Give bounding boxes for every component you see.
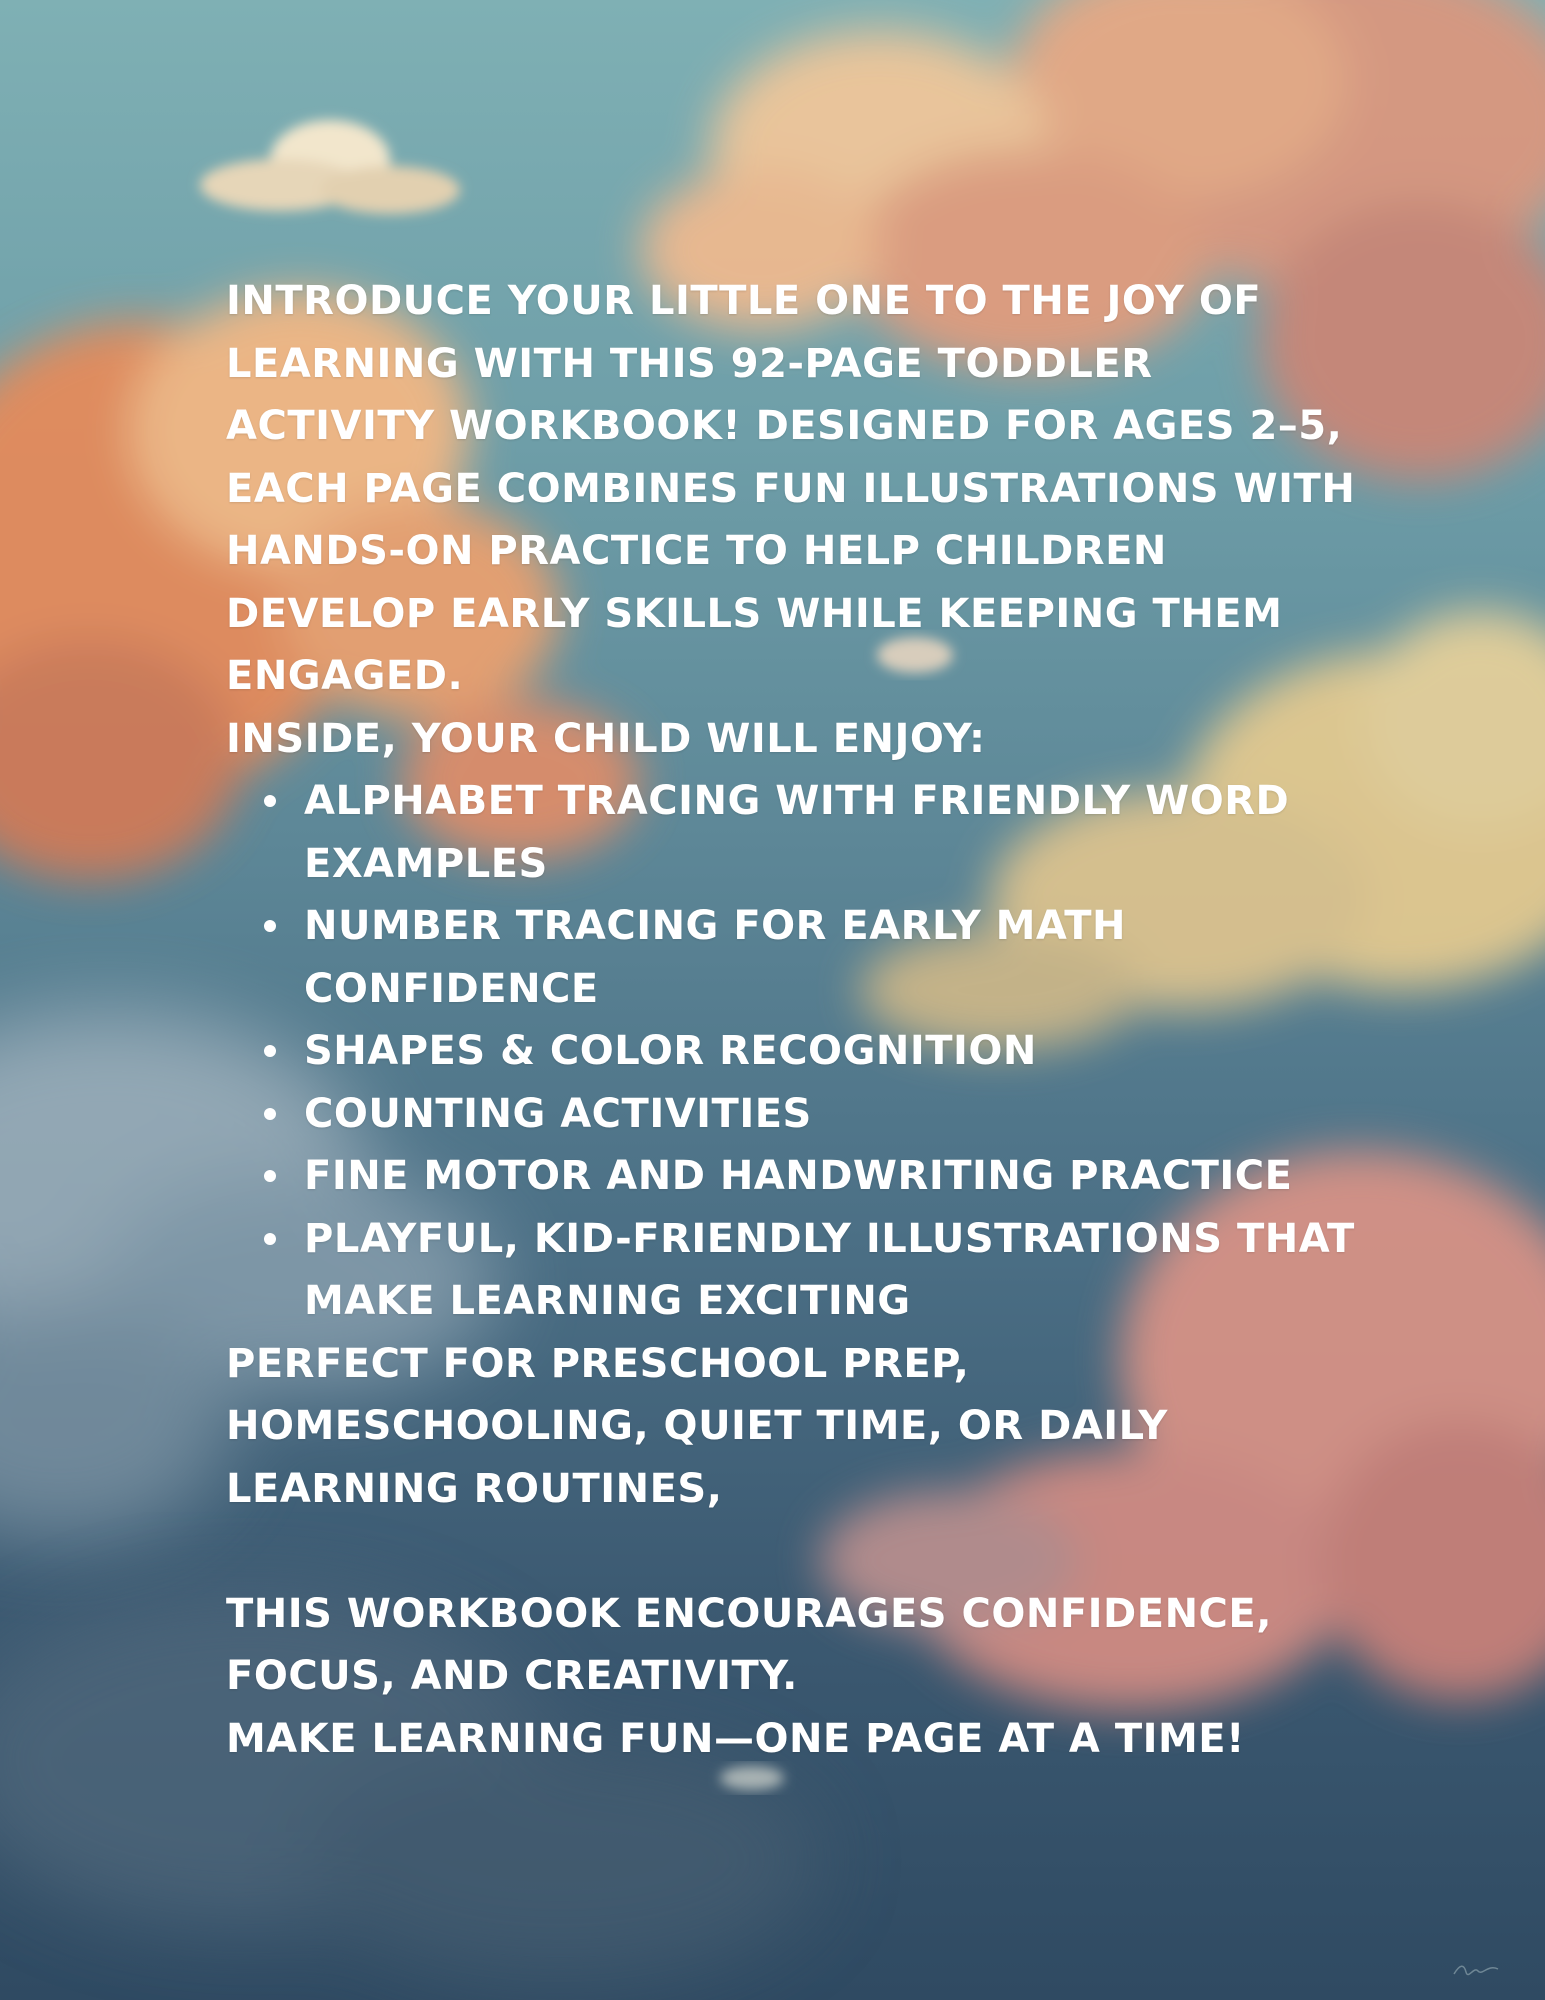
feature-line: COUNTING ACTIVITIES [304,1090,812,1137]
bullet-icon [264,920,276,932]
feature-item [304,770,1376,895]
bullet-icon [264,1170,276,1182]
bullet-icon [264,1045,276,1057]
intro-line: LEARNING WITH THIS 92-PAGE TODDLER [226,340,1153,387]
feature-list [226,770,1376,1333]
feature-item [304,1145,1376,1208]
bullet-icon [264,795,276,807]
artist-signature-mark [1452,1960,1500,1978]
feature-line: FINE MOTOR AND HANDWRITING PRACTICE [304,1153,1293,1199]
bullet-icon [264,1233,276,1245]
feature-item [304,895,1376,1020]
intro-line: ENGAGED. [226,653,464,699]
description-text-block [226,270,1376,1770]
feature-line: EXAMPLES [304,840,548,887]
closing-paragraph [226,1583,1376,1771]
closing-line: THIS WORKBOOK ENCOURAGES CONFIDENCE, [226,1590,1272,1637]
feature-line: NUMBER TRACING FOR EARLY MATH [304,903,1127,949]
feature-line: CONFIDENCE [304,965,599,1012]
intro-line: ACTIVITY WORKBOOK! DESIGNED FOR AGES 2–5, [226,403,1343,449]
closing-line: FOCUS, AND CREATIVITY. [226,1653,798,1699]
closing-line: MAKE LEARNING FUN—ONE PAGE AT A TIME! [226,1715,1245,1762]
feature-line: SHAPES & COLOR RECOGNITION [304,1028,1037,1074]
paragraph-gap [226,1520,1376,1583]
feature-item [304,1208,1376,1333]
intro-paragraph [226,270,1376,708]
intro-line: HANDS-ON PRACTICE TO HELP CHILDREN [226,528,1167,574]
perfect-for-line: HOMESCHOOLING, QUIET TIME, OR DAILY [226,1403,1168,1449]
perfect-for-line: PERFECT FOR PRESCHOOL PREP, [226,1340,970,1387]
feature-line: MAKE LEARNING EXCITING [304,1278,911,1324]
feature-item [304,1083,1376,1146]
feature-line: PLAYFUL, KID-FRIENDLY ILLUSTRATIONS THAT [304,1215,1355,1262]
intro-line: EACH PAGE COMBINES FUN ILLUSTRATIONS WITH [226,465,1356,512]
feature-item [304,1020,1376,1083]
perfect-for-paragraph [226,1333,1376,1521]
feature-line: ALPHABET TRACING WITH FRIENDLY WORD [304,778,1290,824]
intro-line: INTRODUCE YOUR LITTLE ONE TO THE JOY OF [226,278,1262,324]
intro-line: DEVELOP EARLY SKILLS WHILE KEEPING THEM [226,590,1283,637]
bullet-icon [264,1108,276,1120]
small-top-cloud [200,120,460,214]
inside-heading: INSIDE, YOUR CHILD WILL ENJOY: [226,715,986,762]
perfect-for-line: LEARNING ROUTINES, [226,1465,723,1512]
